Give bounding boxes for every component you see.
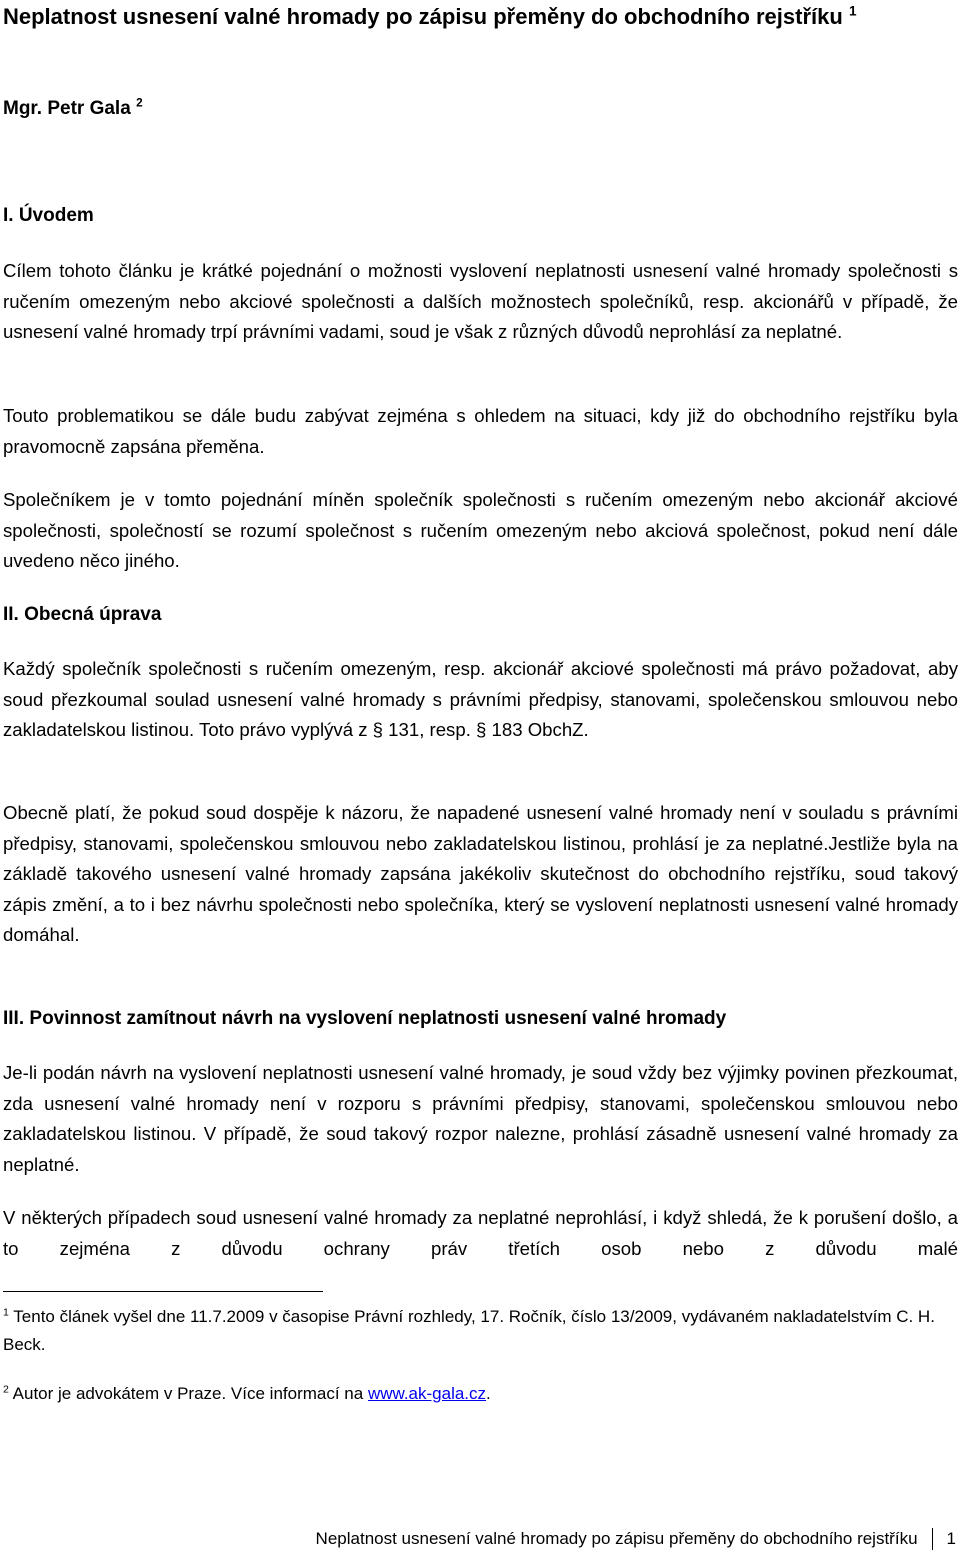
footer-divider: [932, 1528, 933, 1550]
page-footer: [0, 1527, 956, 1551]
paragraph-7: V některých případech soud usnesení valné hromady za neplatné neprohlásí, i když shledá, že k porušení došlo, a to zejména z důvodu ochrany práv třetích osob nebo z důvodu malé: [3, 1207, 958, 1259]
footnote-1: [3, 1303, 943, 1359]
document-title: [3, 0, 958, 34]
footer-page-number: 1: [946, 1529, 956, 1548]
paragraph-4: Každý společník společnosti s ručením omezeným, resp. akcionář akciové společnosti má právo požadovat, aby soud přezkoumal soulad usnesení valné hromady s právními předpisy, stanovami, společenskou smlouvou nebo zakladatelskou listinou. Toto právo vyplývá z § 131, resp. § 183 ObchZ.: [3, 658, 958, 740]
paragraph-5: Obecně platí, že pokud soud dospěje k názoru, že napadené usnesení valné hromady není v souladu s právními předpisy, stanovami, společenskou smlouvou nebo zakladatelskou listinou, prohlásí je za neplatné.Jestliže byla na základě takového usnesení valné hromady zapsána jakékoliv skutečnost do obchodního rejstříku, soud takový zápis změní, a to i bez návrhu společnosti nebo společníka, který se vyslovení neplatnosti usnesení valné hromady domáhal.: [3, 802, 958, 945]
section-heading-1: I. Úvodem: [3, 205, 94, 226]
paragraph-1: Cílem tohoto článku je krátké pojednání o možnosti vyslovení neplatnosti usnesení valné hromady společnosti s ručením omezeným nebo akciové společnosti a dalších možnostech společníků, resp. akcionářů v případě, že usnesení valné hromady trpí právními vadami, soud je však z různých důvodů neprohlásí za neplatné.: [3, 260, 958, 342]
paragraph-6: Je-li podán návrh na vyslovení neplatnosti usnesení valné hromady, je soud vždy bez výjimky povinen přezkoumat, zda usnesení valné hromady není v rozporu s právními předpisy, stanovami, společenskou smlouvou nebo zakladatelskou listinou. V případě, že soud takový rozpor nalezne, prohlásí zásadně usnesení valné hromady za neplatné.: [3, 1062, 958, 1175]
paragraph-2: Touto problematikou se dále budu zabývat zejména s ohledem na situaci, kdy již do obchodního rejstříku byla pravomocně zapsána přeměna.: [3, 405, 958, 457]
paragraph-3: Společníkem je v tomto pojednání míněn společník společnosti s ručením omezeným nebo akcionář akciové společnosti, společností se rozumí společnost s ručením omezeným nebo akciová společnost, pokud není dále uvedeno něco jiného.: [3, 489, 958, 571]
author-name: Mgr. Petr Gala: [3, 98, 131, 119]
author-footnote-ref[interactable]: 2: [136, 96, 143, 110]
footnote-2-end: .: [486, 1384, 491, 1403]
footnote-2: [3, 1380, 943, 1408]
title-footnote-ref[interactable]: 1: [848, 3, 857, 19]
footnote-1-text: Tento článek vyšel dne 11.7.2009 v časopise Právní rozhledy, 17. Ročník, číslo 13/2009, vydávaném nakladatelstvím C. H. Beck.: [3, 1307, 935, 1354]
author-line: [3, 96, 143, 122]
title-text: Neplatnost usnesení valné hromady po zápisu přeměny do obchodního rejstříku: [3, 4, 843, 29]
footer-running-title: Neplatnost usnesení valné hromady po zápisu přeměny do obchodního rejstříku: [315, 1529, 918, 1548]
footnote-separator: [3, 1291, 323, 1292]
section-heading-2: II. Obecná úprava: [3, 604, 162, 625]
footnote-2-text: Autor je advokátem v Praze. Více informací na: [12, 1384, 368, 1403]
section-heading-3: III. Povinnost zamítnout návrh na vyslovení neplatnosti usnesení valné hromady: [3, 1008, 727, 1029]
footnote-1-number: 1: [3, 1306, 9, 1319]
footnote-2-number: 2: [3, 1383, 9, 1396]
website-link[interactable]: www.ak-gala.cz: [367, 1384, 487, 1403]
